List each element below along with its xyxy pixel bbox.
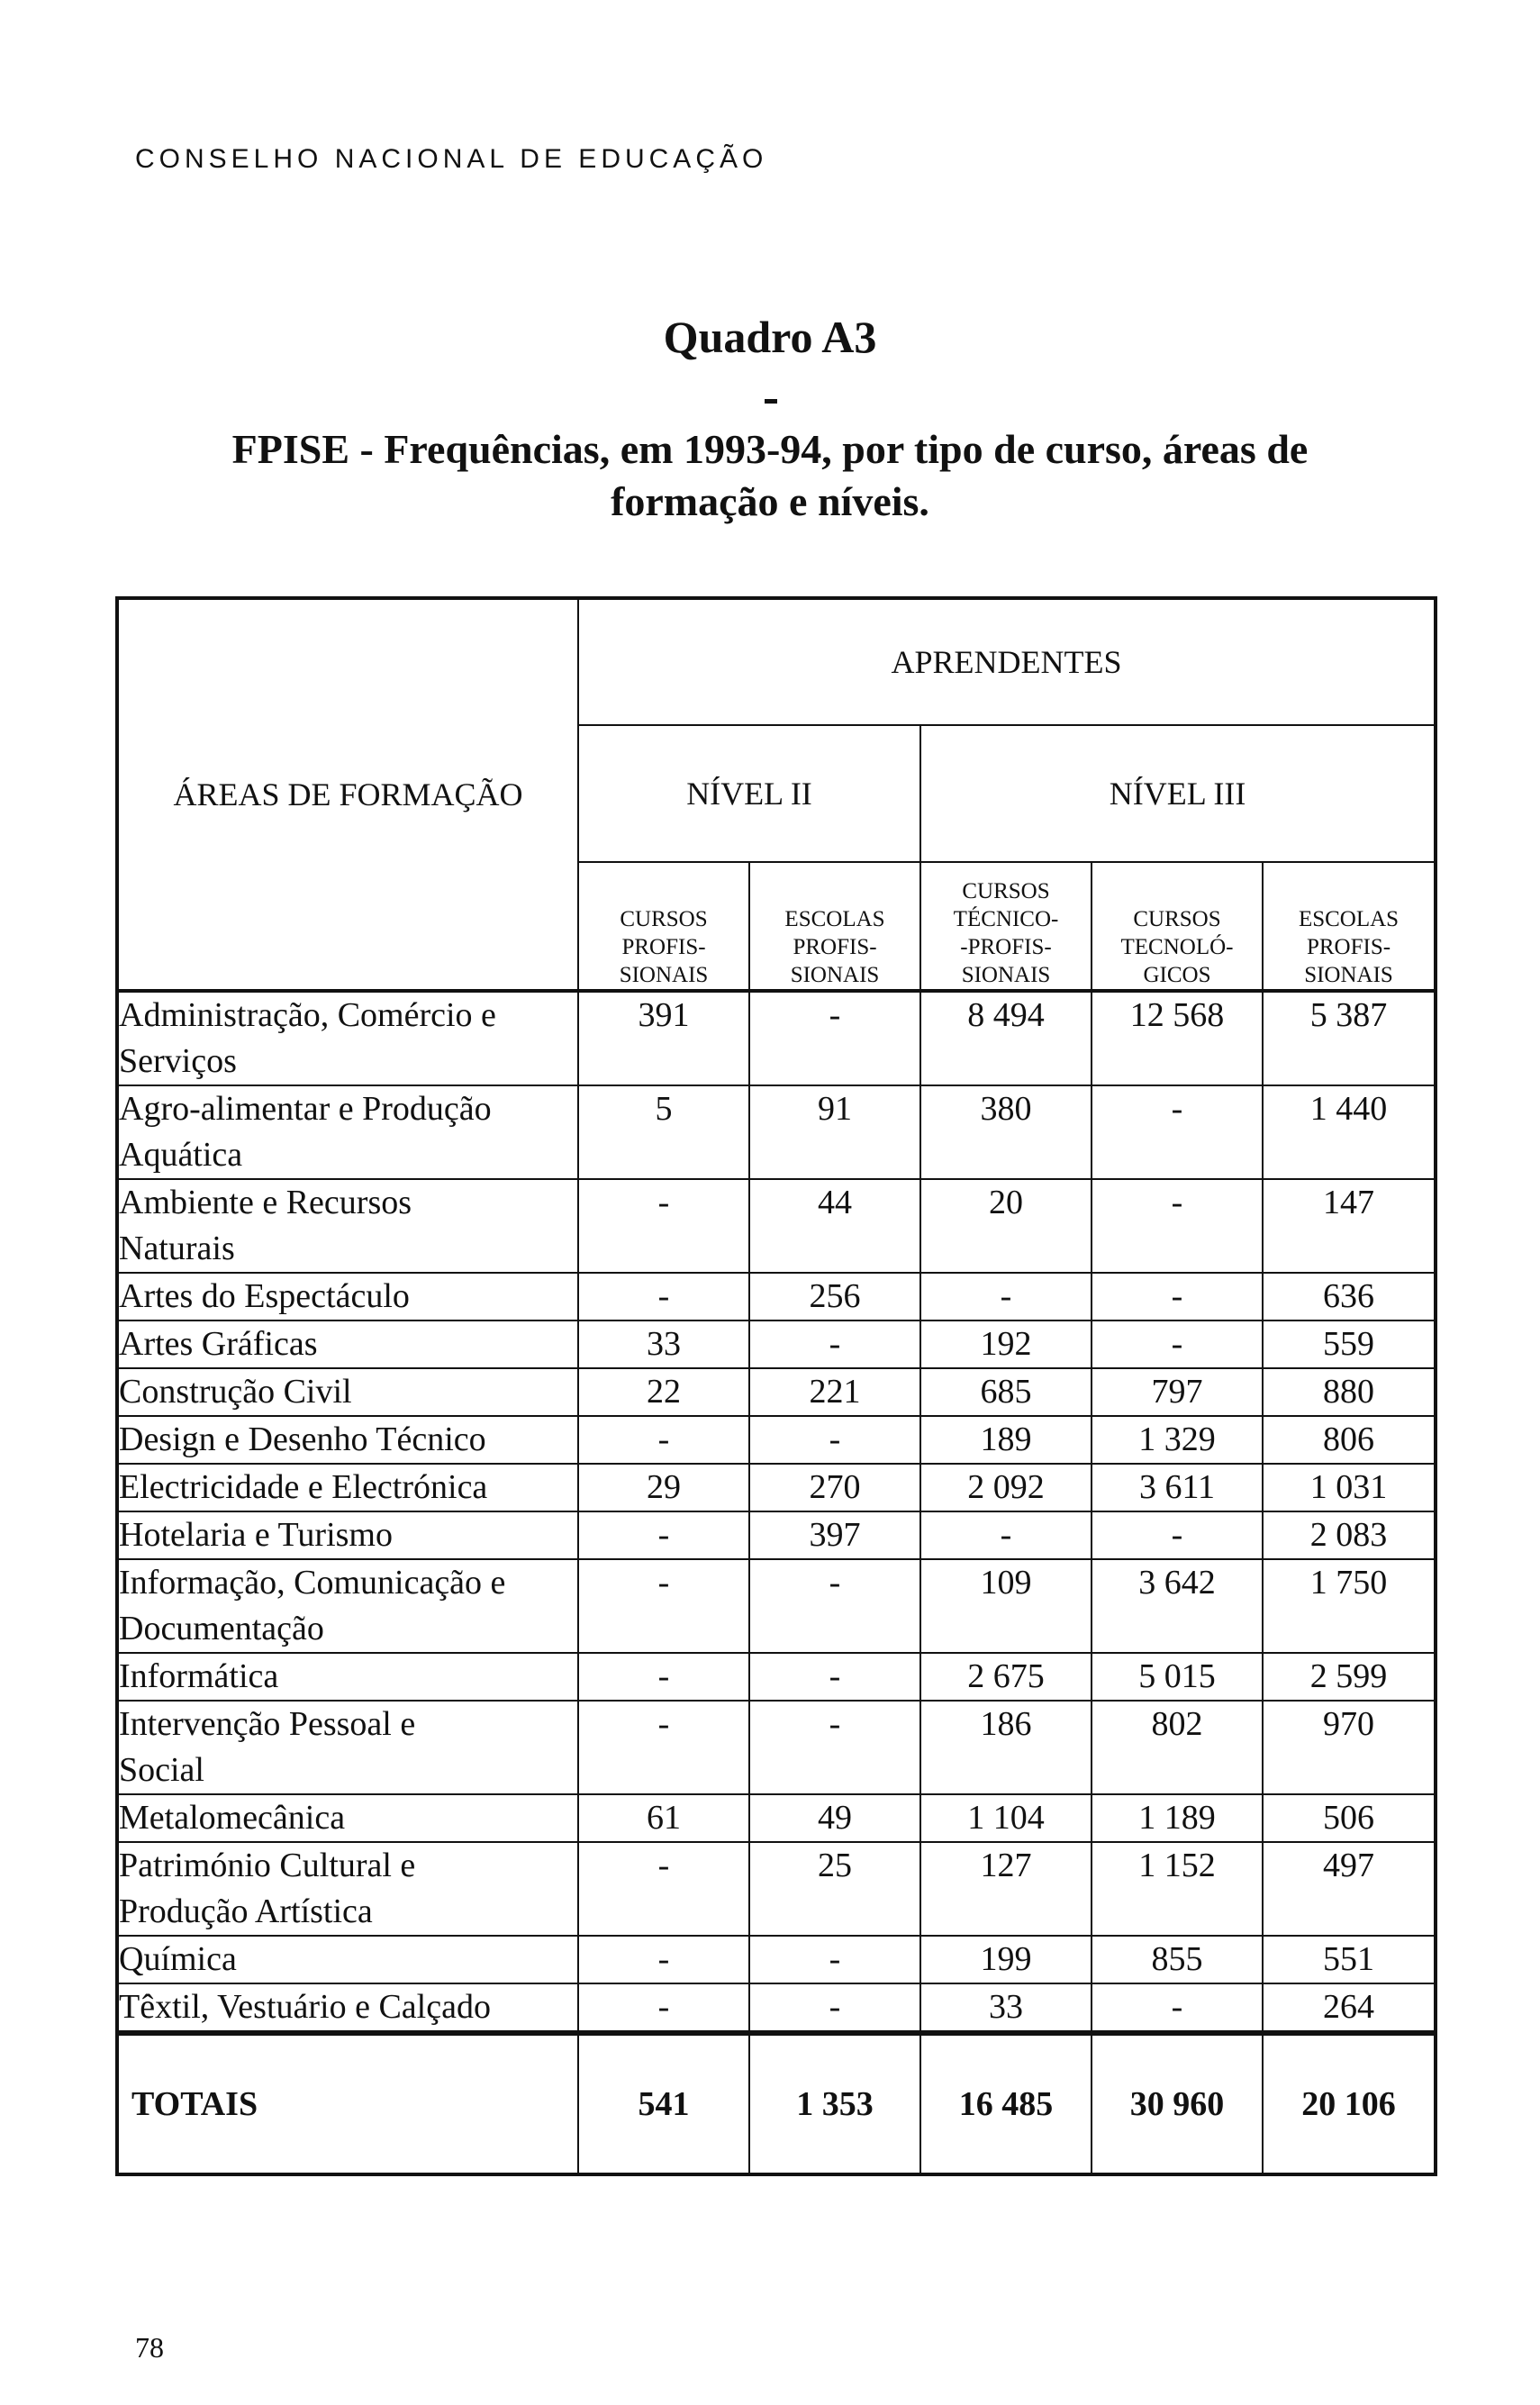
header-line: CURSOS <box>620 907 708 931</box>
area-name-line: Intervenção Pessoal e <box>119 1705 416 1743</box>
area-name <box>117 1273 578 1320</box>
value-cell: 1 750 <box>1263 1559 1436 1653</box>
header-line: SIONAIS <box>961 963 1051 987</box>
totals-row <box>117 2033 1436 2174</box>
header-line: CURSOS <box>962 879 1050 903</box>
value-cell: 1 189 <box>1092 1794 1263 1842</box>
area-name-line: Serviços <box>119 1042 237 1080</box>
area-name-line: Artes do Espectáculo <box>119 1277 410 1315</box>
value-cell: 33 <box>578 1320 749 1368</box>
area-name <box>117 1320 578 1368</box>
value-cell: 1 031 <box>1263 1464 1436 1511</box>
header-line: ESCOLAS <box>784 907 885 931</box>
area-name <box>117 991 578 1085</box>
header-line: SIONAIS <box>790 963 880 987</box>
course-type-header <box>578 862 749 991</box>
value-cell: - <box>578 1653 749 1701</box>
value-cell: - <box>920 1273 1092 1320</box>
value-cell: - <box>1092 1511 1263 1559</box>
header-line: ESCOLAS <box>1298 907 1400 931</box>
value-cell: 5 015 <box>1092 1653 1263 1701</box>
value-cell: 806 <box>1263 1416 1436 1464</box>
table-row <box>117 1368 1436 1416</box>
value-cell: 127 <box>920 1842 1092 1936</box>
value-cell: 49 <box>749 1794 920 1842</box>
area-name-line: Artes Gráficas <box>119 1325 318 1363</box>
running-head: CONSELHO NACIONAL DE EDUCAÇÃO <box>135 144 768 174</box>
value-cell: 1 440 <box>1263 1085 1436 1179</box>
area-name-line: Aquática <box>119 1136 243 1174</box>
page-number: 78 <box>135 2331 164 2364</box>
area-name-line: Informação, Comunicação e <box>119 1564 506 1602</box>
area-name <box>117 1701 578 1794</box>
area-name-line: Produção Artística <box>119 1892 373 1930</box>
area-name-line: Metalomecânica <box>119 1799 346 1837</box>
frequency-table <box>115 596 1437 2176</box>
table-row <box>117 1842 1436 1936</box>
area-name-line: Património Cultural e <box>119 1847 416 1884</box>
value-cell: 199 <box>920 1936 1092 1983</box>
area-name-line: Informática <box>119 1657 279 1695</box>
value-cell: - <box>578 1701 749 1794</box>
value-cell: 802 <box>1092 1701 1263 1794</box>
level-header: NÍVEL II <box>578 725 920 862</box>
table-row <box>117 1179 1436 1273</box>
value-cell: - <box>749 1936 920 1983</box>
table-row <box>117 1416 1436 1464</box>
value-cell: 5 <box>578 1085 749 1179</box>
area-name-line: Naturais <box>119 1230 235 1267</box>
area-name-line: Social <box>119 1751 204 1789</box>
value-cell: 2 083 <box>1263 1511 1436 1559</box>
value-cell: 2 675 <box>920 1653 1092 1701</box>
title-separator <box>765 399 777 404</box>
value-cell: - <box>578 1273 749 1320</box>
value-cell: 186 <box>920 1701 1092 1794</box>
value-cell: - <box>578 1983 749 2033</box>
area-name <box>117 1559 578 1653</box>
value-cell: 880 <box>1263 1368 1436 1416</box>
area-name <box>117 1179 578 1273</box>
value-cell: 380 <box>920 1085 1092 1179</box>
value-cell: - <box>749 1320 920 1368</box>
area-name <box>117 1511 578 1559</box>
value-cell: 192 <box>920 1320 1092 1368</box>
table-title: Quadro A3 <box>663 312 877 362</box>
table-row <box>117 1511 1436 1559</box>
area-name <box>117 1794 578 1842</box>
header-line: CURSOS <box>1133 907 1221 931</box>
area-name <box>117 1085 578 1179</box>
value-cell: - <box>1092 1273 1263 1320</box>
value-cell: 1 152 <box>1092 1842 1263 1936</box>
value-cell: 559 <box>1263 1320 1436 1368</box>
header-line: SIONAIS <box>1304 963 1393 987</box>
course-type-header <box>749 862 920 991</box>
value-cell: 685 <box>920 1368 1092 1416</box>
value-cell: 551 <box>1263 1936 1436 1983</box>
value-cell: 109 <box>920 1559 1092 1653</box>
value-cell: 506 <box>1263 1794 1436 1842</box>
area-name-line: Ambiente e Recursos <box>119 1184 412 1221</box>
aprendentes-header: APRENDENTES <box>578 598 1436 725</box>
value-cell: - <box>920 1511 1092 1559</box>
area-name-line: Electricidade e Electrónica <box>119 1468 488 1506</box>
total-value: 30 960 <box>1092 2033 1263 2174</box>
value-cell: 2 599 <box>1263 1653 1436 1701</box>
value-cell: - <box>1092 1320 1263 1368</box>
total-value: 16 485 <box>920 2033 1092 2174</box>
value-cell: 264 <box>1263 1983 1436 2033</box>
value-cell: - <box>578 1416 749 1464</box>
table-row <box>117 991 1436 1085</box>
level-header: NÍVEL III <box>920 725 1436 862</box>
value-cell: 270 <box>749 1464 920 1511</box>
course-type-header <box>920 862 1092 991</box>
total-value: 20 106 <box>1263 2033 1436 2174</box>
value-cell: 61 <box>578 1794 749 1842</box>
value-cell: 5 387 <box>1263 991 1436 1085</box>
area-name-line: Design e Desenho Técnico <box>119 1420 486 1458</box>
table-row <box>117 1653 1436 1701</box>
area-name-line: Documentação <box>119 1610 324 1647</box>
value-cell: - <box>578 1511 749 1559</box>
value-cell: - <box>749 1416 920 1464</box>
table-subtitle: FPISE - Frequências, em 1993-94, por tipo de curso, áreas de formação e níveis. <box>231 426 1309 524</box>
value-cell: 147 <box>1263 1179 1436 1273</box>
value-cell: 397 <box>749 1511 920 1559</box>
table-row <box>117 1983 1436 2033</box>
table-row <box>117 1559 1436 1653</box>
area-name <box>117 1464 578 1511</box>
value-cell: 33 <box>920 1983 1092 2033</box>
value-cell: 91 <box>749 1085 920 1179</box>
course-type-header <box>1092 862 1263 991</box>
area-name <box>117 1936 578 1983</box>
area-name-line: Construção Civil <box>119 1373 352 1411</box>
value-cell: 391 <box>578 991 749 1085</box>
value-cell: 189 <box>920 1416 1092 1464</box>
table-row <box>117 1273 1436 1320</box>
value-cell: 22 <box>578 1368 749 1416</box>
area-name-line: Química <box>119 1940 237 1978</box>
table-row <box>117 1794 1436 1842</box>
value-cell: 1 104 <box>920 1794 1092 1842</box>
totals-label: TOTAIS <box>117 2033 578 2174</box>
value-cell: - <box>749 1559 920 1653</box>
area-name-line: Agro-alimentar e Produção <box>119 1090 492 1128</box>
table-row <box>117 1701 1436 1794</box>
table-row <box>117 1936 1436 1983</box>
header-line: SIONAIS <box>619 963 709 987</box>
header-line: PROFIS- <box>1306 935 1391 959</box>
course-type-header <box>1263 862 1436 991</box>
table-row <box>117 1320 1436 1368</box>
value-cell: - <box>749 1653 920 1701</box>
area-name-line: Administração, Comércio e <box>119 996 496 1034</box>
area-name <box>117 1653 578 1701</box>
value-cell: - <box>1092 1983 1263 2033</box>
value-cell: - <box>1092 1179 1263 1273</box>
value-cell: 2 092 <box>920 1464 1092 1511</box>
value-cell: 29 <box>578 1464 749 1511</box>
value-cell: 12 568 <box>1092 991 1263 1085</box>
area-name <box>117 1368 578 1416</box>
value-cell: 25 <box>749 1842 920 1936</box>
value-cell: 497 <box>1263 1842 1436 1936</box>
value-cell: - <box>1092 1085 1263 1179</box>
table-row <box>117 1085 1436 1179</box>
value-cell: 44 <box>749 1179 920 1273</box>
value-cell: 3 642 <box>1092 1559 1263 1653</box>
value-cell: 256 <box>749 1273 920 1320</box>
value-cell: 970 <box>1263 1701 1436 1794</box>
header-line: TÉCNICO- <box>953 907 1059 931</box>
value-cell: - <box>749 991 920 1085</box>
total-value: 1 353 <box>749 2033 920 2174</box>
value-cell: - <box>578 1842 749 1936</box>
header-line: TECNOLÓ- <box>1120 935 1234 959</box>
value-cell: - <box>749 1701 920 1794</box>
value-cell: 855 <box>1092 1936 1263 1983</box>
value-cell: 3 611 <box>1092 1464 1263 1511</box>
total-value: 541 <box>578 2033 749 2174</box>
header-line: PROFIS- <box>793 935 877 959</box>
value-cell: 8 494 <box>920 991 1092 1085</box>
value-cell: - <box>578 1936 749 1983</box>
header-line: -PROFIS- <box>960 935 1052 959</box>
area-name <box>117 1983 578 2033</box>
header-line: PROFIS- <box>621 935 706 959</box>
value-cell: - <box>749 1983 920 2033</box>
area-name-line: Têxtil, Vestuário e Calçado <box>119 1988 491 2026</box>
value-cell: 221 <box>749 1368 920 1416</box>
value-cell: 636 <box>1263 1273 1436 1320</box>
value-cell: 797 <box>1092 1368 1263 1416</box>
value-cell: - <box>578 1559 749 1653</box>
value-cell: - <box>578 1179 749 1273</box>
areas-header: ÁREAS DE FORMAÇÃO <box>117 598 578 991</box>
area-name <box>117 1416 578 1464</box>
value-cell: 1 329 <box>1092 1416 1263 1464</box>
table-row <box>117 1464 1436 1511</box>
header-line: GICOS <box>1143 963 1211 987</box>
value-cell: 20 <box>920 1179 1092 1273</box>
area-name-line: Hotelaria e Turismo <box>119 1516 393 1554</box>
area-name <box>117 1842 578 1936</box>
